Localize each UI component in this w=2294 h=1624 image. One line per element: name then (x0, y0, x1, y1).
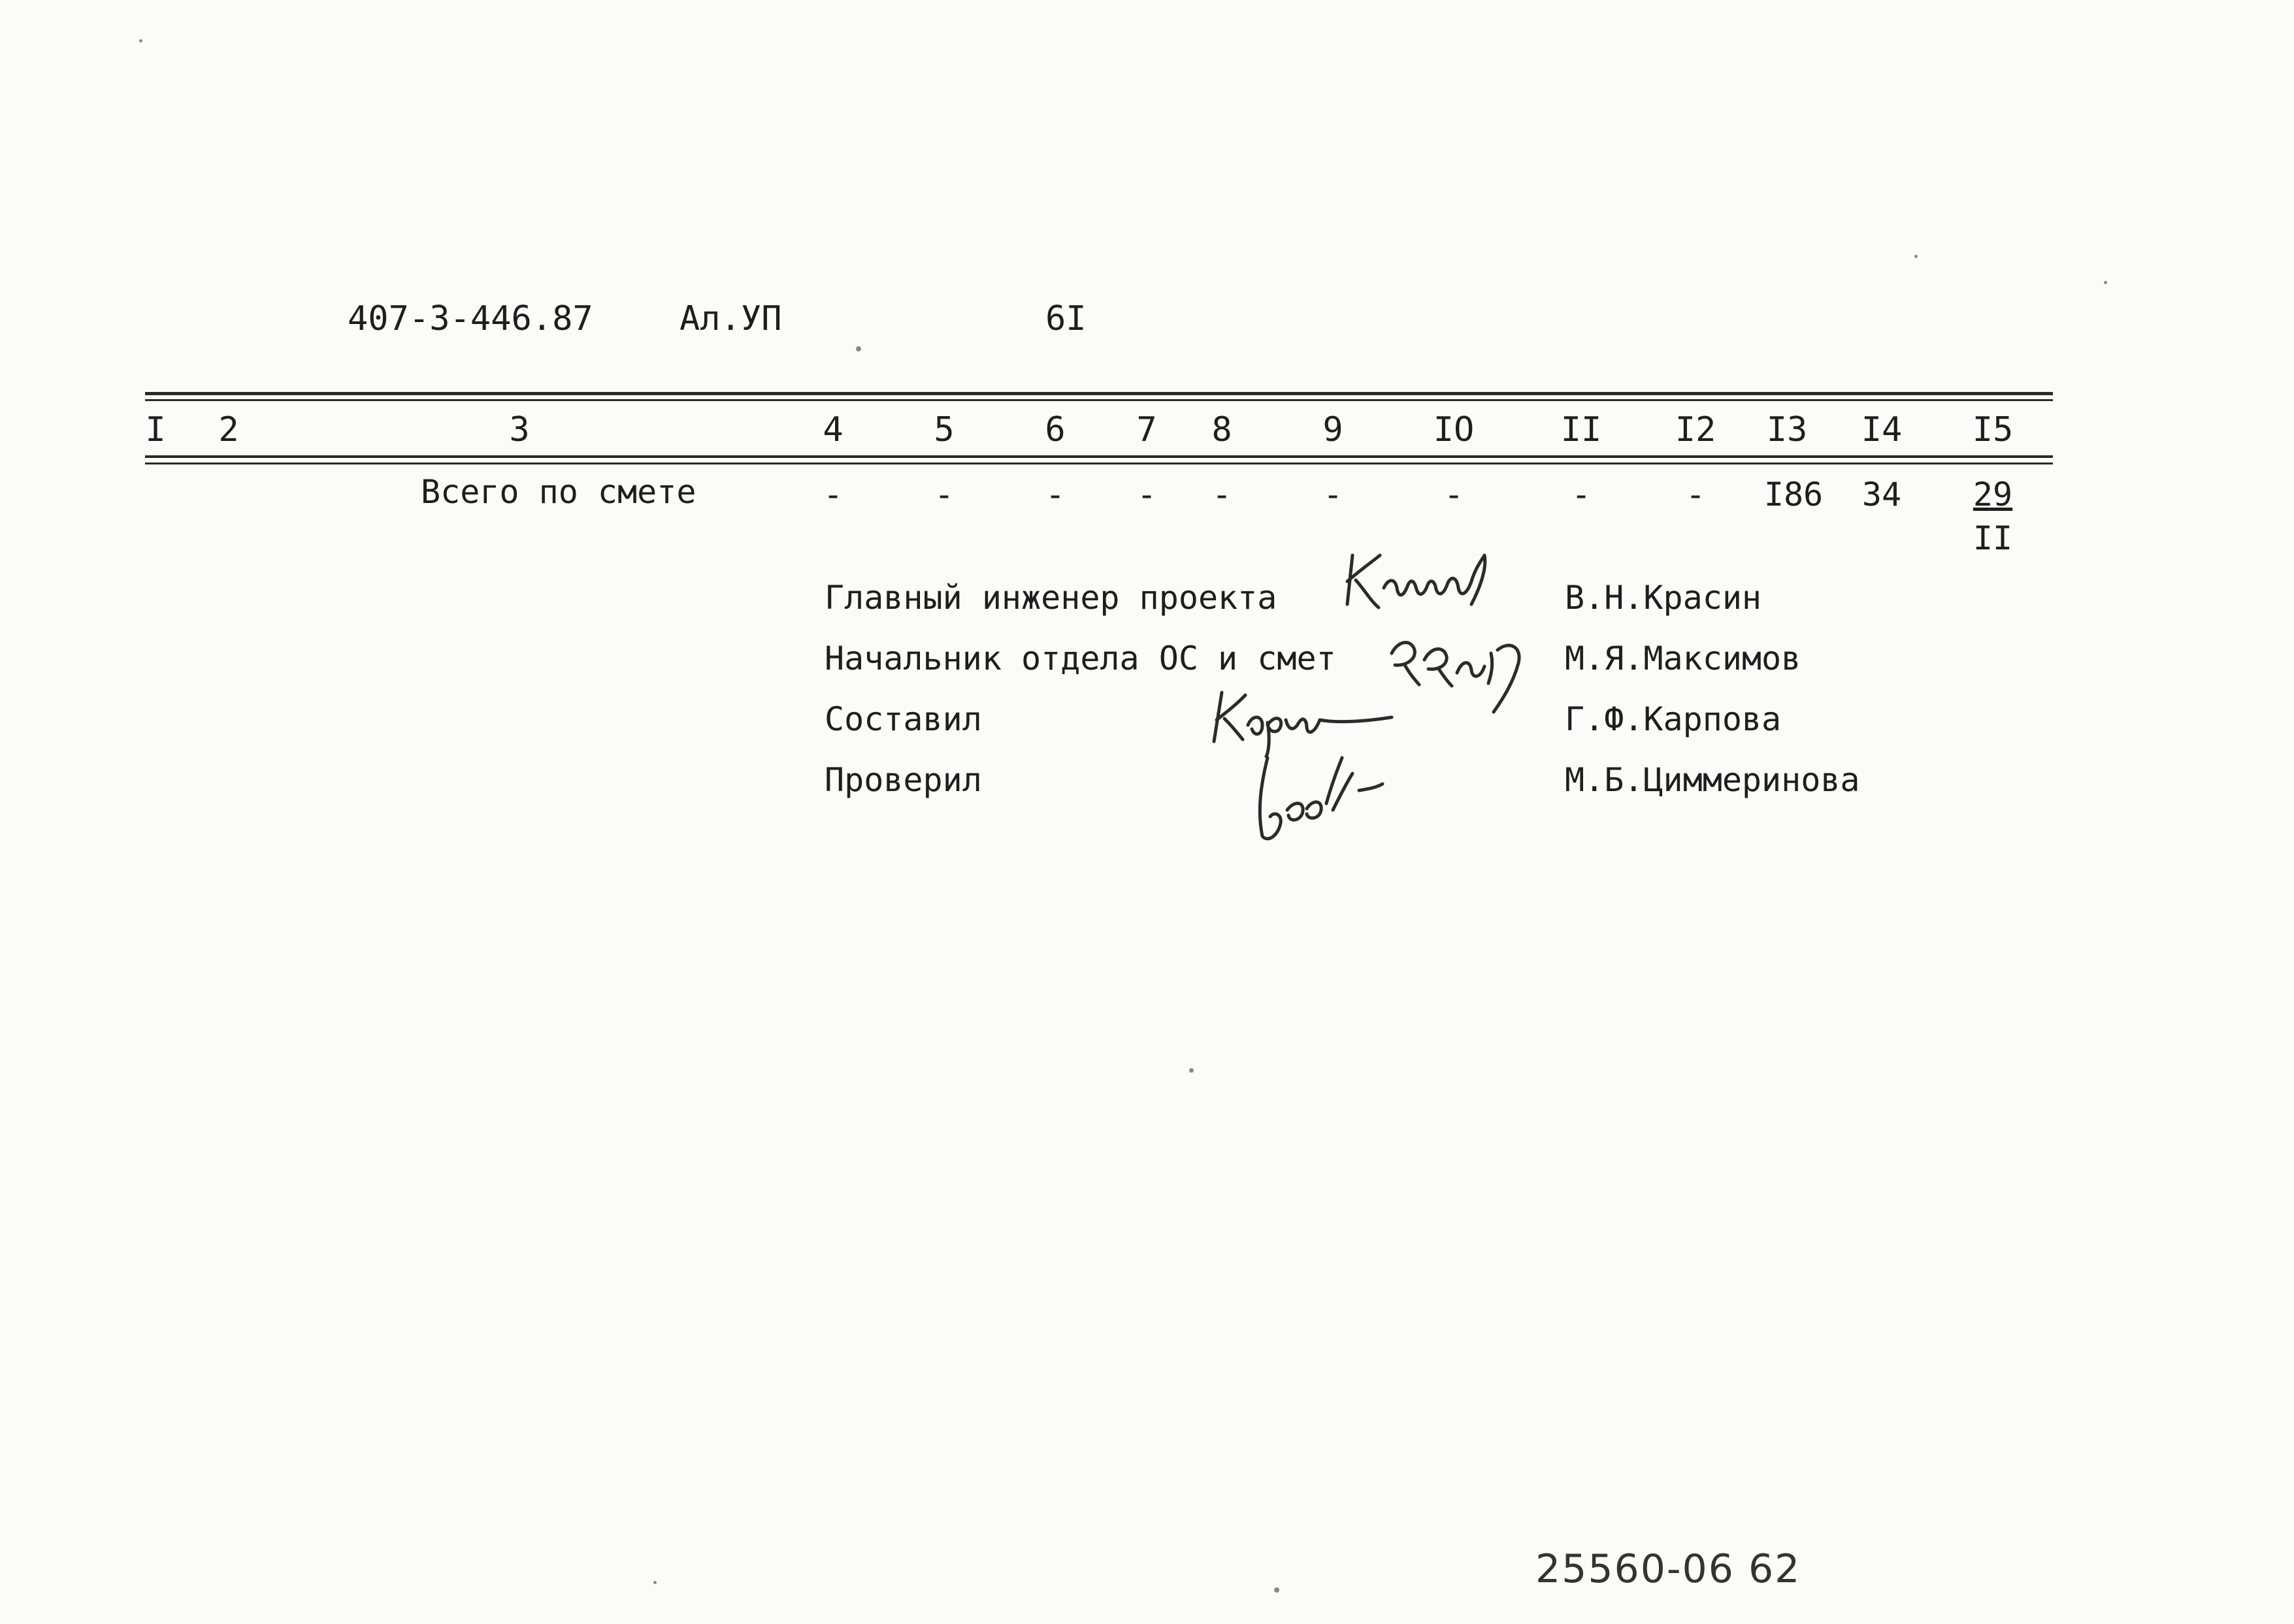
table-header-rule-1 (145, 455, 2053, 458)
signature-chief-engineer (1333, 542, 1503, 627)
name-compiled-by: Г.Ф.Карпова (1565, 700, 1782, 738)
scan-speck (1189, 1068, 1194, 1073)
role-department-head: Начальник отдела ОС и смет (825, 640, 1336, 677)
column-header-9: 9 (1322, 410, 1343, 449)
column-header-10: IO (1433, 410, 1475, 449)
signature-checked-by (1241, 738, 1411, 849)
scan-speck (856, 346, 861, 351)
total-cell-6: - (1045, 476, 1066, 513)
name-checked-by: М.Б.Циммеринова (1565, 761, 1860, 799)
total-cell-10: - (1443, 476, 1464, 513)
column-header-3: 3 (509, 410, 530, 449)
column-header-4: 4 (823, 410, 844, 449)
scan-speck (1274, 1587, 1279, 1593)
total-cell-8: - (1211, 476, 1232, 513)
total-cell-5: - (934, 476, 955, 513)
page-number: 6I (1045, 299, 1087, 338)
role-checked-by: Проверил (825, 761, 982, 799)
table-header-rule-2 (145, 463, 2053, 464)
signature-department-head (1379, 627, 1548, 719)
role-compiled-by: Составил (825, 700, 982, 738)
total-cell-15-subvalue: II (1973, 519, 2013, 557)
total-cell-14: 34 (1861, 476, 1902, 513)
column-header-14: I4 (1861, 410, 1903, 449)
total-row-label: Всего по смете (421, 473, 696, 511)
column-header-7: 7 (1136, 410, 1157, 449)
album-label: Ал.УП (680, 299, 782, 338)
total-cell-11: - (1571, 476, 1592, 513)
column-header-1: I (145, 410, 166, 449)
column-header-2: 2 (218, 410, 239, 449)
column-header-11: II (1560, 410, 1602, 449)
document-number: 407-3-446.87 (348, 299, 593, 338)
column-header-12: I2 (1675, 410, 1716, 449)
total-cell-12: - (1685, 476, 1706, 513)
scan-speck (1914, 255, 1918, 258)
column-header-6: 6 (1045, 410, 1066, 449)
table-top-rule-1 (145, 392, 2053, 395)
scan-speck (139, 39, 142, 42)
column-header-5: 5 (934, 410, 955, 449)
column-header-15: I5 (1972, 410, 2014, 449)
scan-speck (2104, 281, 2107, 284)
total-cell-9: - (1322, 476, 1343, 513)
total-cell-13: I86 (1763, 476, 1824, 513)
total-cell-7: - (1136, 476, 1157, 513)
total-cell-15: 29 (1973, 476, 2013, 513)
archive-stamp: 25560-06 62 (1535, 1546, 1801, 1592)
column-header-8: 8 (1211, 410, 1232, 449)
table-top-rule-2 (145, 399, 2053, 401)
total-cell-4: - (823, 476, 844, 513)
name-department-head: М.Я.Максимов (1565, 640, 1801, 677)
name-chief-engineer: В.Н.Красин (1565, 579, 1762, 617)
scan-speck (653, 1581, 657, 1584)
role-chief-engineer: Главный инженер проекта (825, 579, 1277, 617)
column-header-13: I3 (1766, 410, 1808, 449)
